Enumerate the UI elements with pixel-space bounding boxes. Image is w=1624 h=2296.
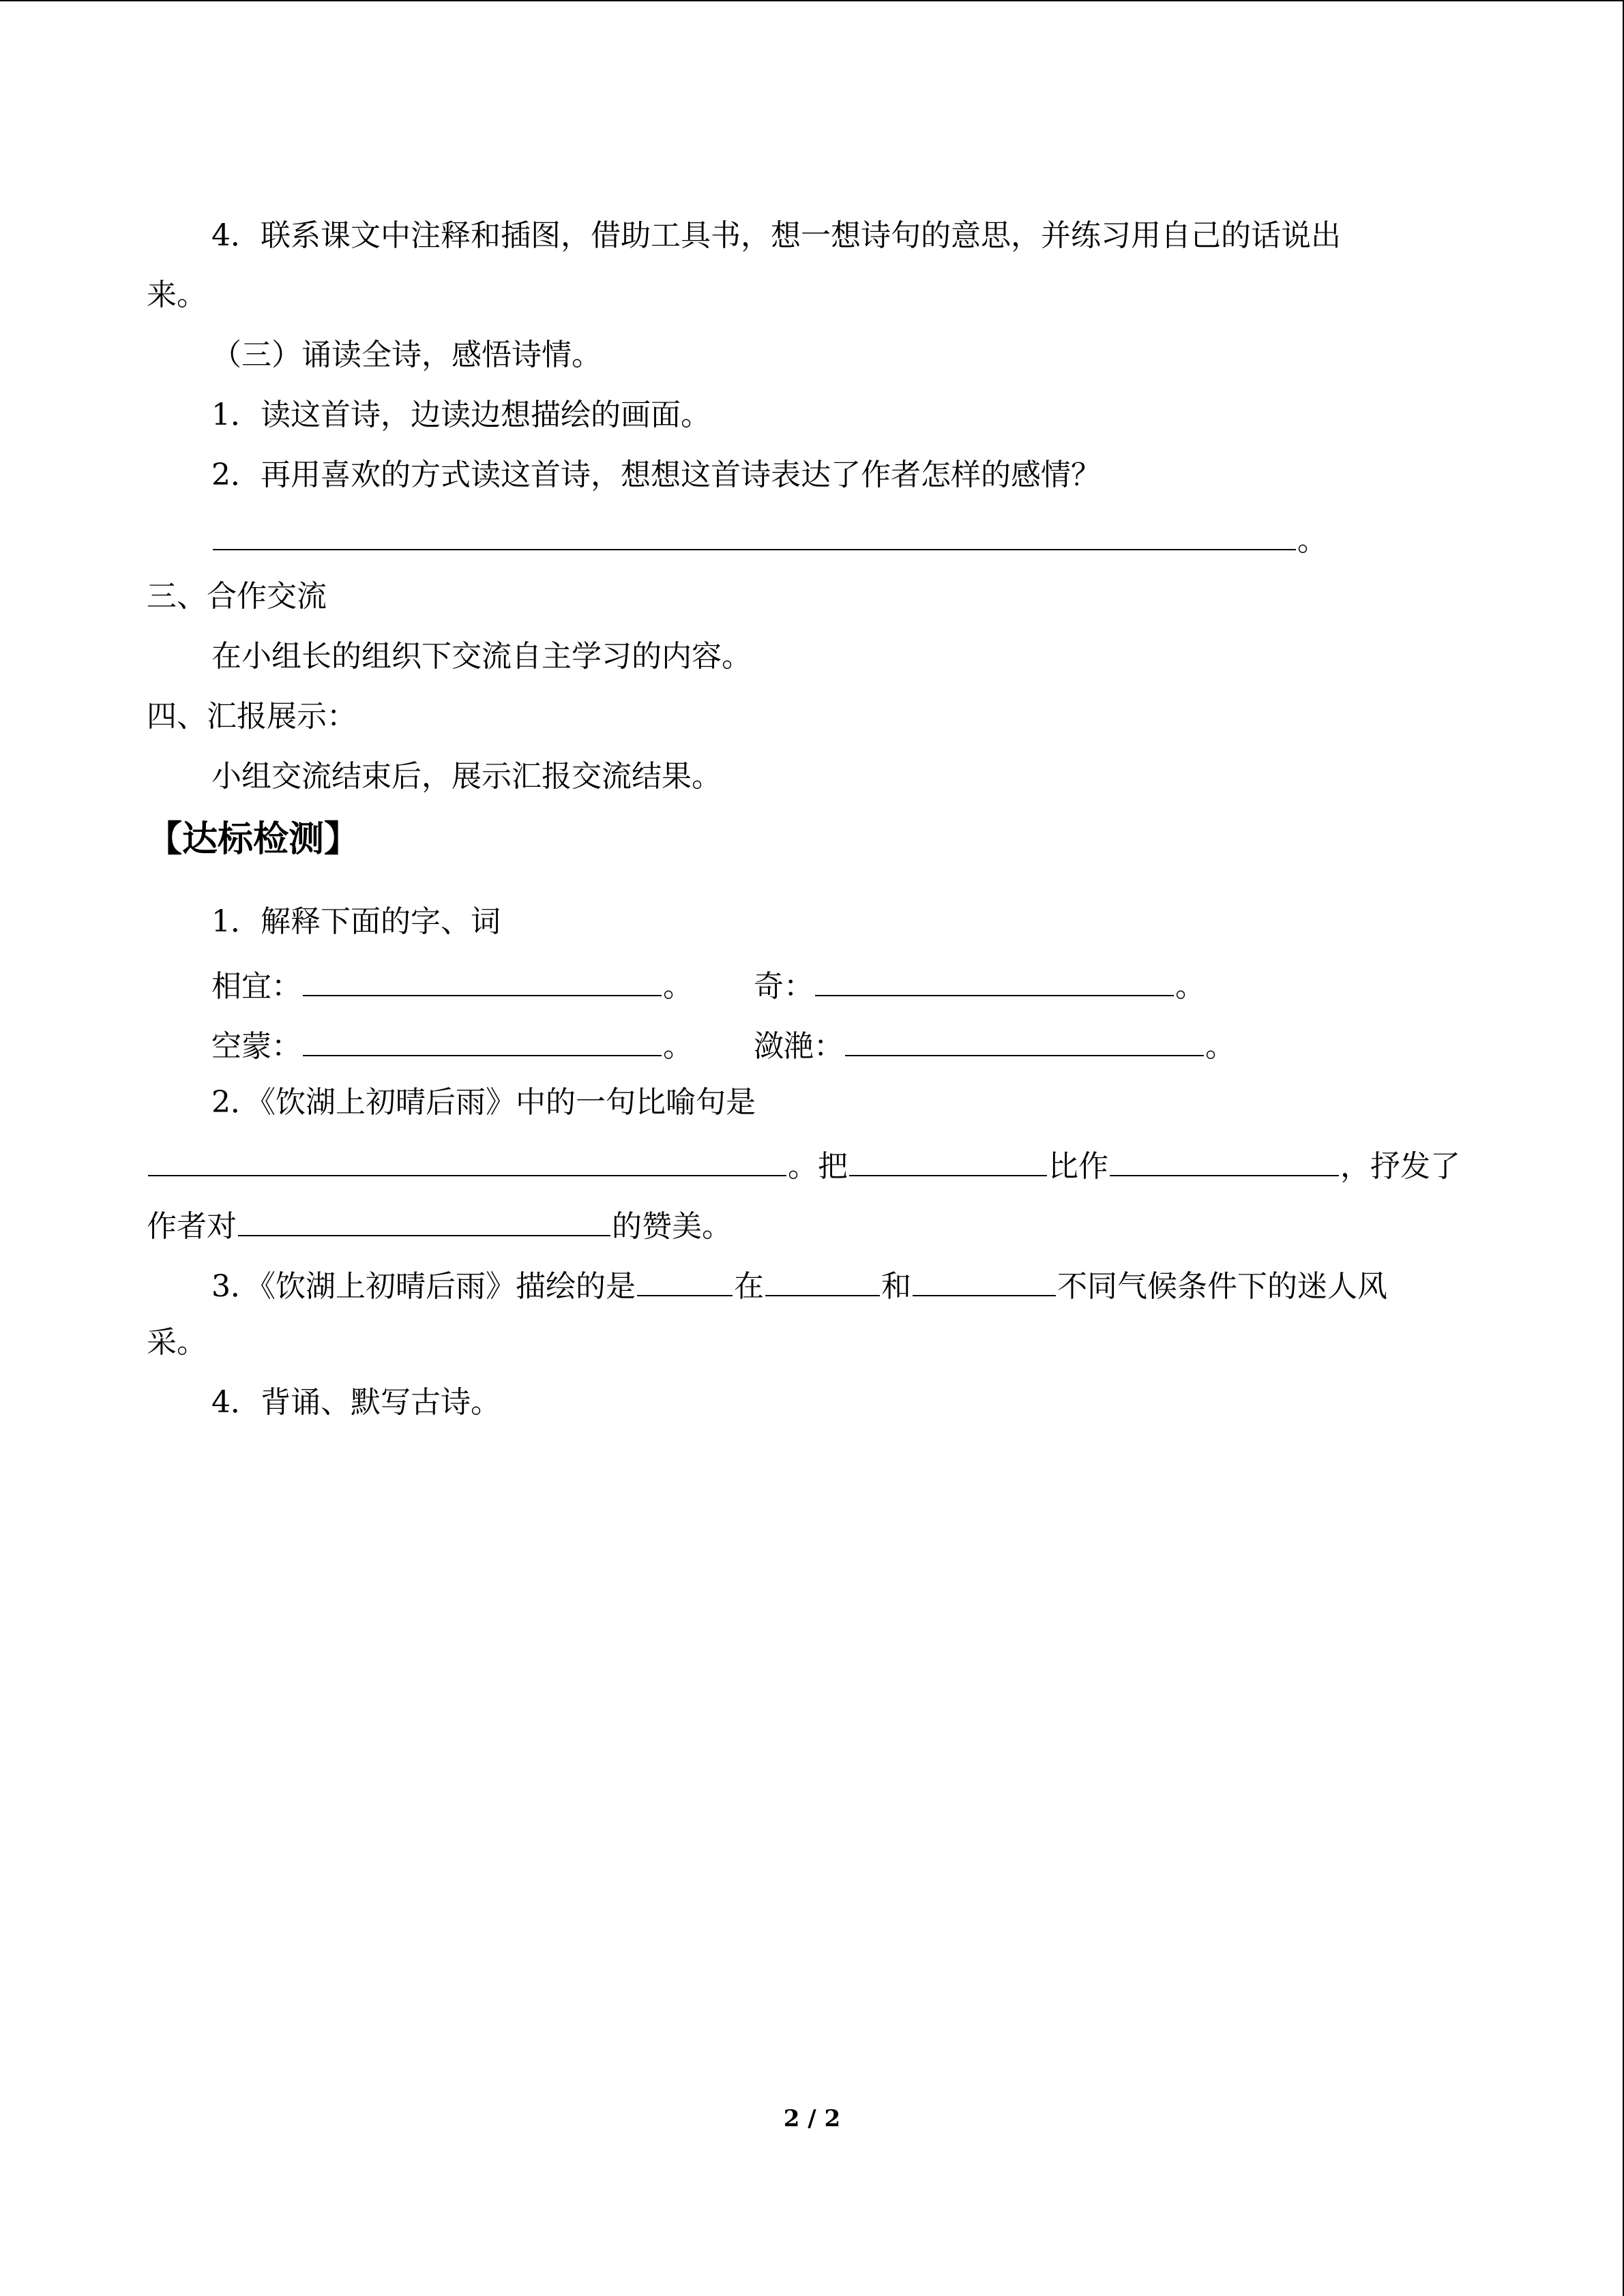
word-xiangyi: 相宜： bbox=[211, 969, 301, 1004]
item4-line1: 4．联系课文中注释和插图，借助工具书，想一想诗句的意思，并练习用自己的话说出 bbox=[211, 218, 1341, 253]
blank-ba[interactable] bbox=[849, 1142, 1047, 1176]
q3-line2: 采。 bbox=[147, 1325, 207, 1360]
blank-bizuo[interactable] bbox=[1110, 1142, 1339, 1176]
sub3-item1: 1．读这首诗，边读边想描绘的画面。 bbox=[211, 398, 711, 432]
section4-title: 四、汇报展示： bbox=[147, 699, 357, 734]
page-number: 2 / 2 bbox=[783, 2105, 841, 2132]
blank-lianyan[interactable] bbox=[845, 1022, 1204, 1056]
answer-blank[interactable] bbox=[213, 516, 1296, 550]
q2-part-b: 比作 bbox=[1048, 1149, 1108, 1184]
blank-qi[interactable] bbox=[815, 962, 1174, 996]
q1-row2 bbox=[211, 1022, 693, 1063]
q3-part-d: 不同气候条件下的迷人风 bbox=[1057, 1269, 1387, 1304]
period: 。 bbox=[1175, 969, 1205, 1004]
page-top-border bbox=[0, 0, 1624, 1]
q2-line2 bbox=[147, 1142, 1460, 1183]
test-heading: 【达标检测】 bbox=[147, 819, 360, 860]
q1-row2-right bbox=[754, 1022, 1235, 1063]
blank-xiangyi[interactable] bbox=[303, 962, 662, 996]
section3-body: 在小组长的组织下交流自主学习的内容。 bbox=[211, 639, 752, 674]
q3-part-b: 在 bbox=[734, 1269, 764, 1304]
q1-prompt: 1．解释下面的字、词 bbox=[211, 904, 501, 939]
q2-part-c: ，抒发了 bbox=[1340, 1149, 1460, 1184]
q2-line3-start: 作者对 bbox=[147, 1209, 237, 1244]
sub3-item2-answer-line bbox=[211, 516, 1327, 557]
item4-line2: 来。 bbox=[147, 278, 207, 312]
q2-part-a: 。把 bbox=[788, 1149, 848, 1184]
blank-what[interactable] bbox=[637, 1262, 733, 1296]
section3-title: 三、合作交流 bbox=[147, 579, 327, 614]
q3-part-c: 和 bbox=[881, 1269, 911, 1304]
period: 。 bbox=[1205, 1029, 1235, 1064]
period: 。 bbox=[663, 1029, 693, 1064]
section4-body: 小组交流结束后，展示汇报交流结果。 bbox=[211, 759, 722, 794]
q3-line1 bbox=[211, 1262, 1387, 1303]
q2-line3-end: 的赞美。 bbox=[612, 1209, 732, 1244]
q3-part-a: 3．《饮湖上初晴后雨》描绘的是 bbox=[211, 1269, 636, 1304]
sub3-item2: 2．再用喜欢的方式读这首诗，想想这首诗表达了作者怎样的感情？ bbox=[211, 458, 1101, 492]
word-lianyan: 潋滟： bbox=[754, 1029, 844, 1064]
q1-row1 bbox=[211, 962, 693, 1003]
word-kongmeng: 空蒙： bbox=[211, 1029, 301, 1064]
q1-row1-right bbox=[754, 962, 1205, 1003]
q2-line1: 2．《饮湖上初晴后雨》中的一句比喻句是 bbox=[211, 1085, 756, 1120]
q4: 4．背诵、默写古诗。 bbox=[211, 1385, 501, 1420]
blank-zanmei[interactable] bbox=[238, 1202, 610, 1236]
blank-metaphor[interactable] bbox=[148, 1142, 786, 1176]
blank-condition1[interactable] bbox=[765, 1262, 880, 1296]
blank-condition2[interactable] bbox=[913, 1262, 1056, 1296]
q2-line3 bbox=[147, 1202, 732, 1243]
period: 。 bbox=[1297, 523, 1327, 558]
blank-kongmeng[interactable] bbox=[303, 1022, 662, 1056]
word-qi: 奇： bbox=[754, 969, 814, 1004]
period: 。 bbox=[663, 969, 693, 1004]
sub3-title: （三）诵读全诗，感悟诗情。 bbox=[211, 338, 602, 372]
